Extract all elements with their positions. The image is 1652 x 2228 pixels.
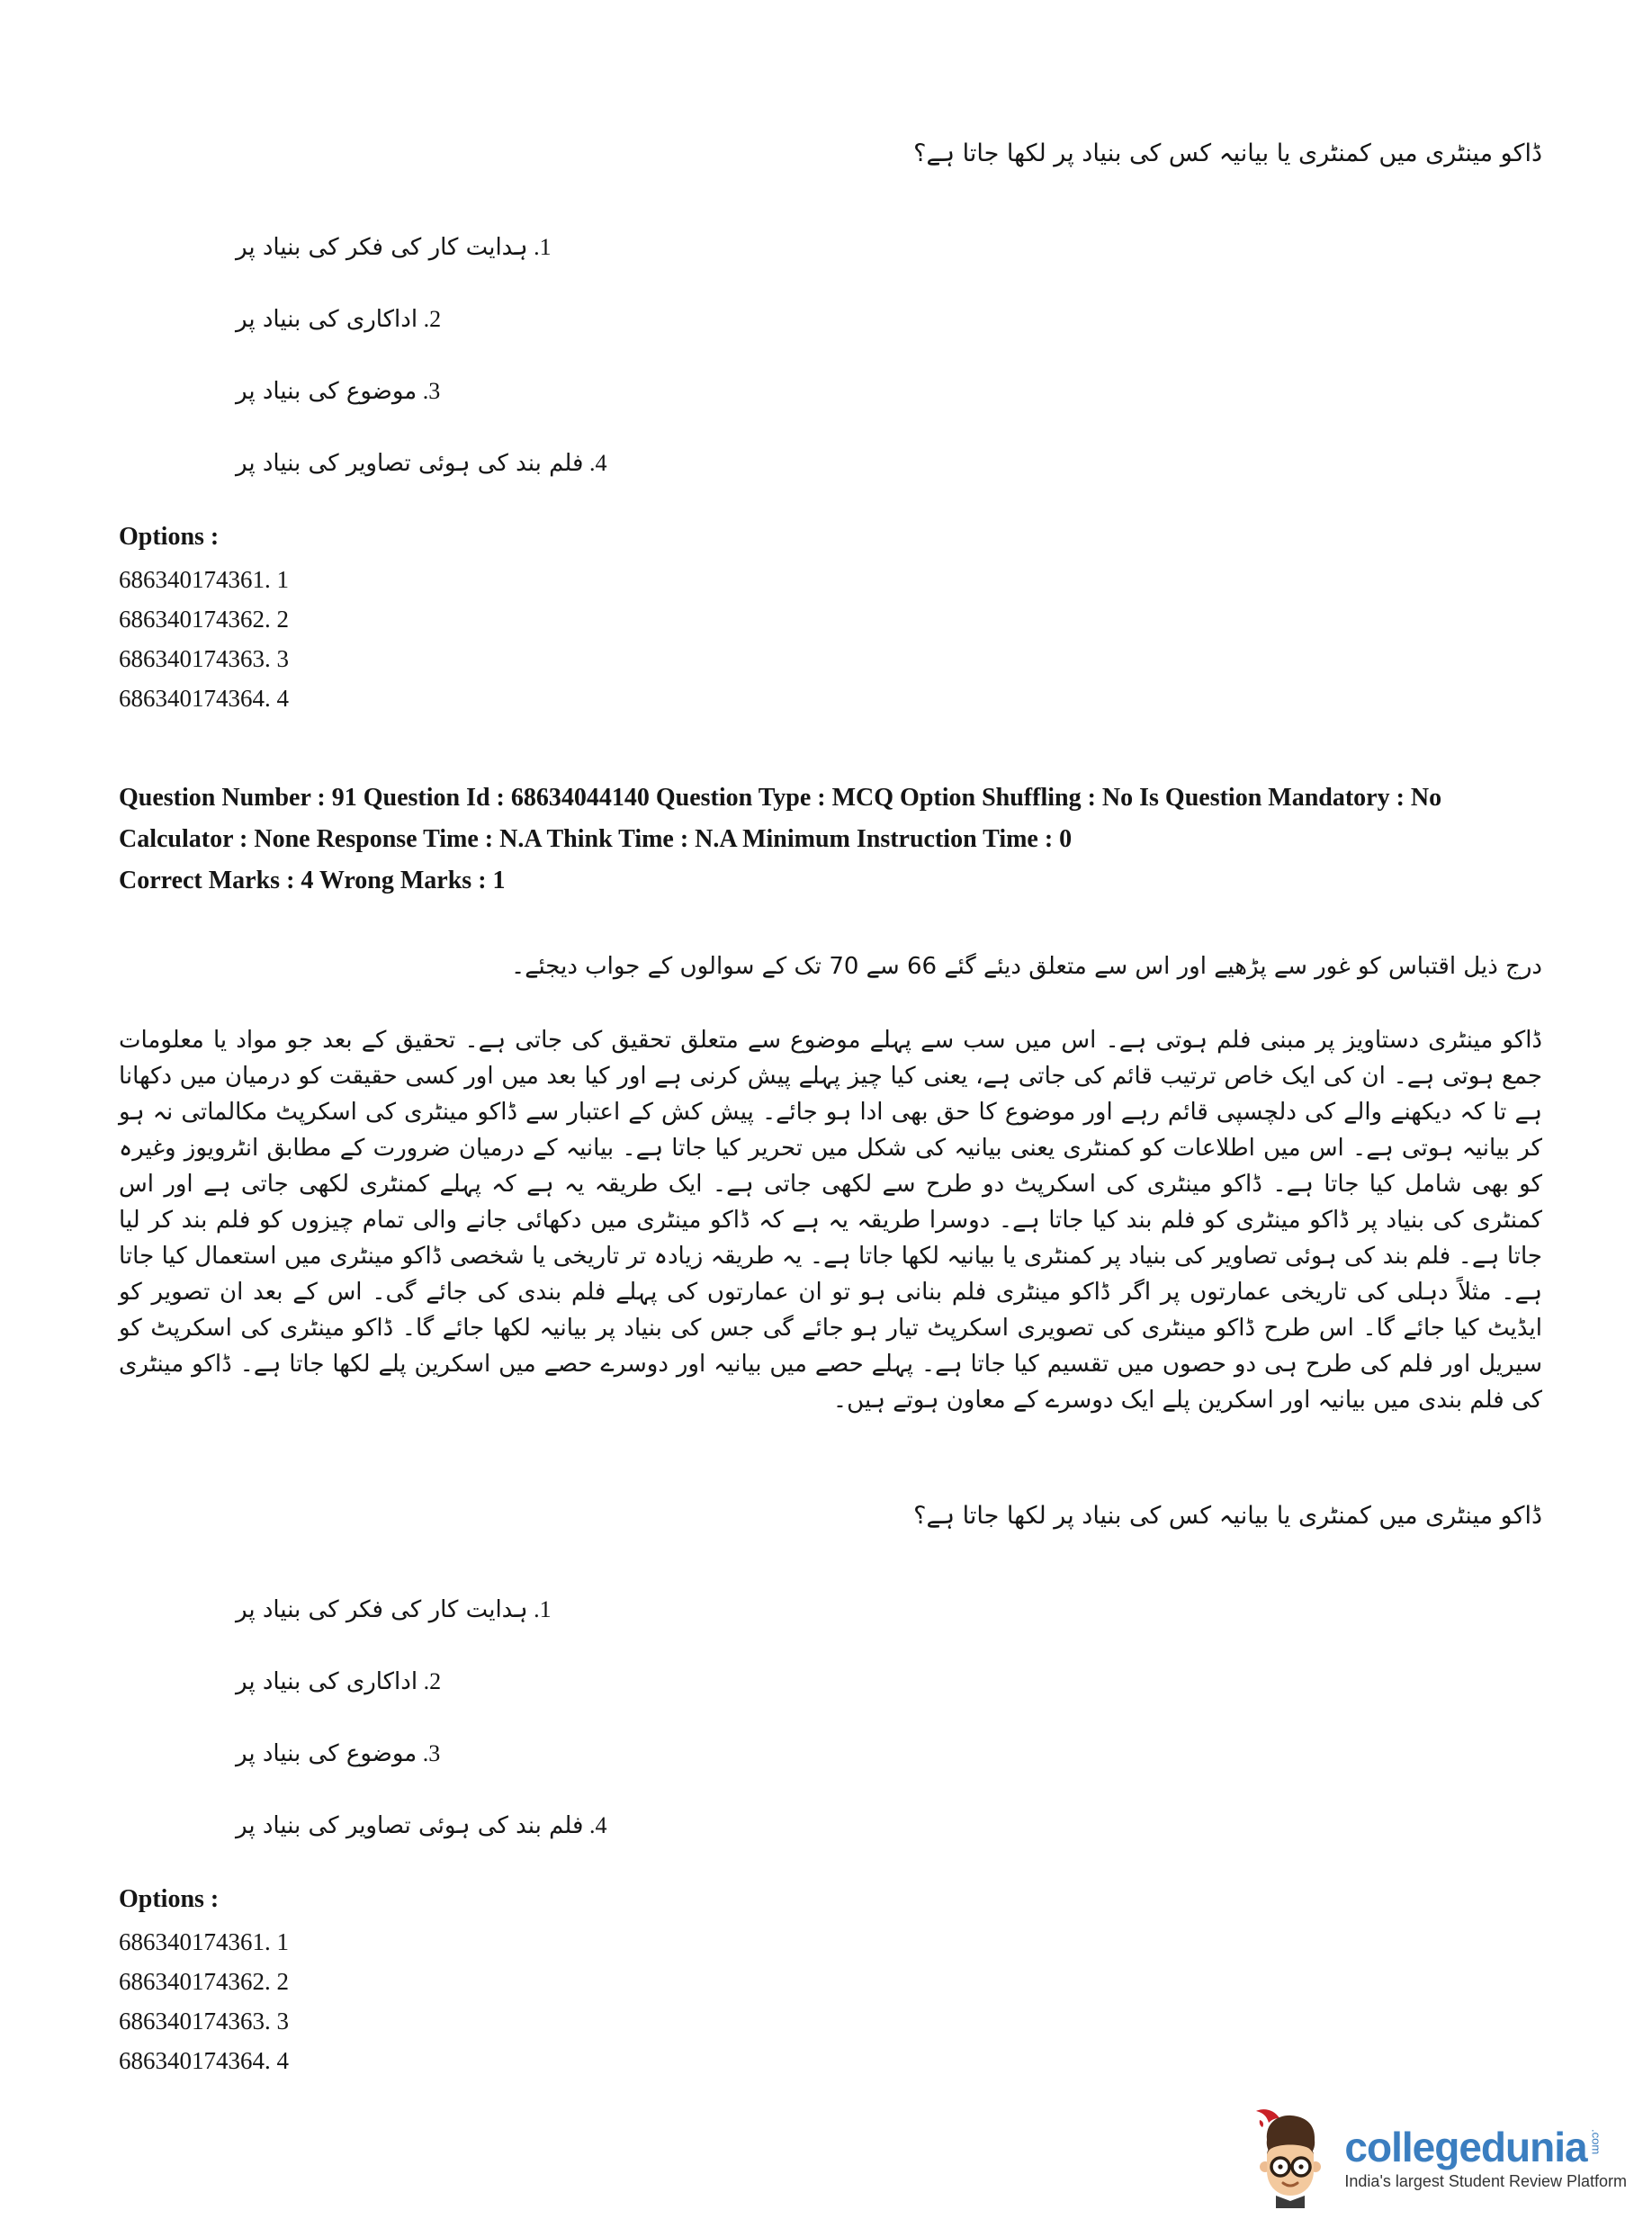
option-text: فلم بند کی ہوئی تصاویر کی بنیاد پر xyxy=(236,450,584,477)
option-text: اداکاری کی بنیاد پر xyxy=(236,1668,418,1695)
question-meta-block xyxy=(119,777,1542,902)
option-id-row-1: 686340174361. 1 xyxy=(119,1928,289,1955)
option-item-4 xyxy=(236,448,1542,479)
option-id-row-3: 686340174363. 3 xyxy=(119,2008,289,2035)
option-text: اداکاری کی بنیاد پر xyxy=(236,306,418,333)
brand-suffix: .com xyxy=(1589,2128,1603,2154)
option-number: 3. xyxy=(422,378,441,404)
mascot-icon xyxy=(1249,2107,1332,2208)
question-meta-line: Question Number : 91 Question Id : 68634044140 Question Type : MCQ Option Shuffling : No Is Question Mandatory : No Calculator : None Response Time : N.A Think Time : N.A Minimum Instruction Time : 0 xyxy=(119,784,1442,853)
option-item-3 xyxy=(236,1738,1542,1769)
options-heading: Options : xyxy=(119,523,220,551)
question-block xyxy=(119,1497,1542,2080)
option-text: ہدایت کار کی فکر کی بنیاد پر xyxy=(236,1596,528,1623)
question-marks-line: Correct Marks : 4 Wrong Marks : 1 xyxy=(119,867,506,894)
option-item-2 xyxy=(236,304,1542,335)
brand-name: collegedunia xyxy=(1344,2123,1587,2170)
option-id-row-4: 686340174364. 4 xyxy=(119,685,289,712)
options-heading: Options : xyxy=(119,1885,220,1913)
option-text: موضوع کی بنیاد پر xyxy=(236,378,417,405)
option-item-3 xyxy=(236,376,1542,407)
option-item-1 xyxy=(236,232,1542,263)
option-number: 2. xyxy=(423,306,442,332)
option-text: موضوع کی بنیاد پر xyxy=(236,1740,417,1767)
option-id-row-3: 686340174363. 3 xyxy=(119,645,289,672)
option-item-2 xyxy=(236,1667,1542,1697)
option-number: 4. xyxy=(588,450,607,476)
option-number: 4. xyxy=(588,1812,607,1838)
option-item-4 xyxy=(236,1810,1542,1841)
option-id-row-1: 686340174361. 1 xyxy=(119,566,289,593)
option-number: 1. xyxy=(534,1596,552,1622)
option-id-row-4: 686340174364. 4 xyxy=(119,2047,289,2074)
option-number: 1. xyxy=(534,234,552,260)
option-item-1 xyxy=(236,1595,1542,1625)
brand-tagline: India's largest Student Review Platform xyxy=(1344,2171,1627,2190)
passage-body: ڈاکو مینٹری دستاویز پر مبنی فلم ہوتی ہے۔ اس میں سب سے پہلے موضوع سے متعلق تحقیق کی جاتی ہے۔ تحقیق کے بعد جو مواد یا معلومات جمع ہوتی ہے۔ ان کی ایک خاص ترتیب قائم کی جاتی ہے، یعنی کیا چیز پہلے پیش کرنی ہے اور کیا بعد میں اور کسی حقیقت کو درمیان میں دکھانا ہے تا کہ دیکھنے والے کی دلچسپی قائم رہے اور موضوع کا حق بھی ادا ہو جائے۔ پیش کش کے اعتبار سے ڈاکو مینٹری کی اسکرپٹ مکالماتی نہ ہو کر بیانیہ ہوتی ہے۔ اس میں اطلاعات کو کمنٹری یعنی بیانیہ کی شکل میں تحریر کیا جاتا ہے۔ بیانیہ کے درمیان ضرورت کے مطابق انٹرویوز وغیرہ کو بھی شامل کیا جاتا ہے۔ ڈاکو مینٹری کی اسکرپٹ دو طرح سے لکھی جاتی ہے۔ ایک طریقہ یہ ہے کہ پہلے کمنٹری لکھی جاتی ہے اور اس کمنٹری کی بنیاد پر ڈاکو مینٹری کو فلم بند کیا جاتا ہے۔ دوسرا طریقہ یہ ہے کہ ڈاکو مینٹری میں دکھائی جانے والی تمام چیزوں کو فلم بند کر لیا جاتا ہے۔ فلم بند کی ہوئی تصاویر کی بنیاد پر کمنٹری یا بیانیہ لکھا جاتا ہے۔ یہ طریقہ زیادہ تر تاریخی یا شخصی ڈاکو مینٹری میں استعمال کیا جاتا ہے۔ مثلاً دہلی کی تاریخی عمارتوں پر اگر ڈاکو مینٹری فلم بنانی ہو تو ان عمارتوں کی پہلے فلم بندی کی جائے گی۔ اس کے بعد ان تصویر کو ایڈیٹ کیا جائے گا۔ اس طرح ڈاکو مینٹری کی تصویری اسکرپٹ تیار ہو جائے گی جس کی بنیاد پر بیانیہ لکھا جائے گا۔ ڈاکو مینٹری کی اسکرپٹ کو سیریل اور فلم کی طرح ہی دو حصوں میں تقسیم کیا جاتا ہے۔ پہلے حصے میں بیانیہ اور دوسرے حصے میں اسکرین پلے لکھا جاتا ہے۔ ڈاکو مینٹری کی فلم بندی میں بیانیہ اور اسکرین پلے ایک دوسرے کے معاون ہوتے ہیں۔ xyxy=(119,1027,1542,1414)
option-number: 2. xyxy=(423,1668,442,1694)
passage-instruction: درج ذیل اقتباس کو غور سے پڑھیے اور اس سے متعلق دیئے گئے 66 سے 70 تک کے سوالوں کے جواب دیجئے۔ xyxy=(510,953,1542,980)
option-number: 3. xyxy=(422,1740,441,1766)
option-id-row-2: 686340174362. 2 xyxy=(119,1968,289,1995)
question-text-urdu: ڈاکو مینٹری میں کمنٹری یا بیانیہ کس کی بنیاد پر لکھا جاتا ہے؟ xyxy=(913,139,1542,167)
option-text: ہدایت کار کی فکر کی بنیاد پر xyxy=(236,234,528,261)
question-text-urdu: ڈاکو مینٹری میں کمنٹری یا بیانیہ کس کی بنیاد پر لکھا جاتا ہے؟ xyxy=(913,1502,1542,1530)
brand-text xyxy=(1344,2125,1627,2191)
option-id-row-2: 686340174362. 2 xyxy=(119,606,289,633)
collegedunia-logo xyxy=(1249,2107,1627,2208)
option-text: فلم بند کی ہوئی تصاویر کی بنیاد پر xyxy=(236,1812,584,1839)
